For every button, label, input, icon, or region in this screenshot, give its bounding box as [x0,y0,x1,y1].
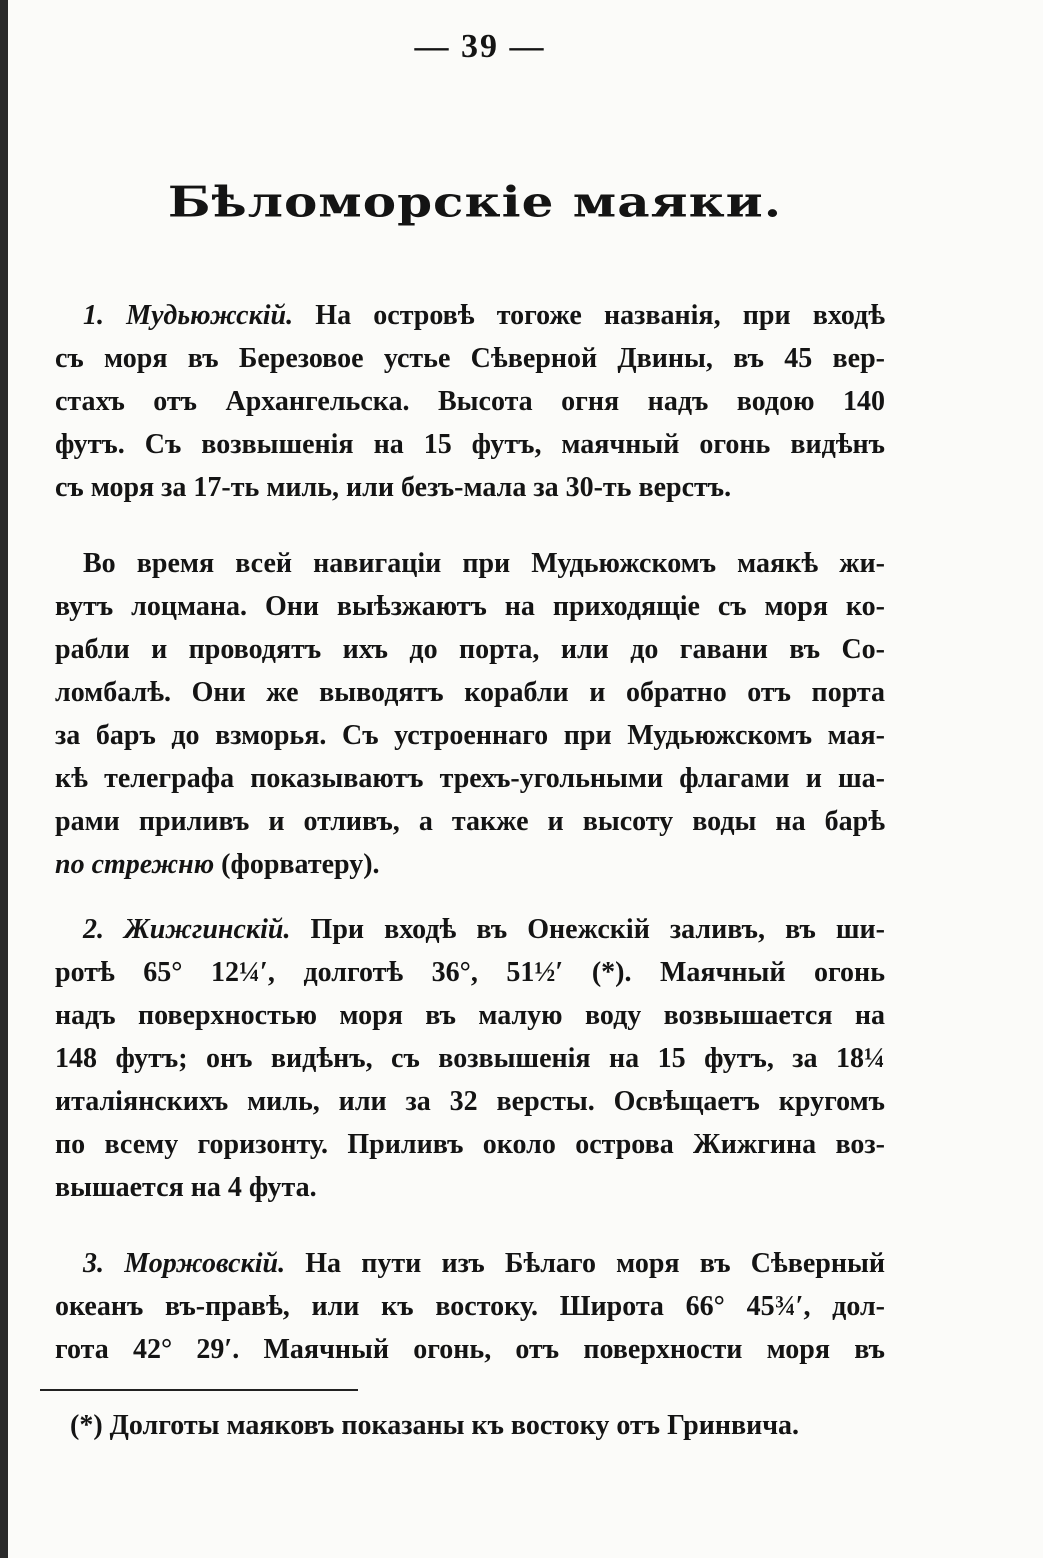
text-line [55,472,885,504]
text-segment: ломбалѣ. Они же выводятъ корабли и обратно отъ порта [55,677,885,708]
text-line [55,1000,885,1032]
text-line [55,1291,885,1323]
text-line [55,677,885,709]
text-line [55,957,885,989]
text-line [55,849,885,881]
text-line [83,548,885,580]
text-segment: стахъ отъ Архангельска. Высота огня надъ водою 140 [55,386,885,417]
text-line [55,429,885,461]
text-line [55,806,885,838]
italic-text: 3. Моржовскій. [83,1248,286,1279]
italic-text: 1. Мудьюжскій. [83,300,294,331]
text-segment: рабли и проводятъ ихъ до порта, или до гавани въ Со- [55,634,885,665]
text-line [55,1043,885,1075]
text-segment: 148 футъ; онъ видѣнъ, съ возвышенія на 15 футъ, за 18¼ [55,1043,885,1074]
text-line [55,591,885,623]
text-segment: океанъ въ-правѣ, или къ востоку. Широта 66° 45¾′, дол- [55,1291,885,1322]
text-line [55,763,885,795]
text-segment: съ моря въ Березовое устье Сѣверной Двины, въ 45 вер- [55,343,885,374]
text-segment: италіянскихъ миль, или за 32 версты. Освѣщаетъ кругомъ [55,1086,885,1117]
text-segment: (форватеру). [214,849,380,880]
page-title: Бѣломорскіе маяки. [167,176,783,227]
text-segment: надъ поверхностью моря въ малую воду возвышается на [55,1000,885,1031]
footnote: (*) Долготы маяковъ показаны къ востоку отъ Гринвича. [70,1410,800,1441]
text-line [83,1248,885,1280]
text-segment: вутъ лоцмана. Они выѣзжаютъ на приходящіе съ моря ко- [55,591,885,622]
text-line [55,1172,885,1204]
text-segment: вышается на 4 фута. [55,1172,317,1203]
footnote-rule [40,1389,358,1391]
text-segment: ротѣ 65° 12¼′, долготѣ 36°, 51½′ (*). Маячный огонь [55,957,885,988]
text-line [55,343,885,375]
text-segment: На островѣ тогоже названія, при входѣ [293,300,885,331]
text-segment: за баръ до взморья. Съ устроеннаго при Мудьюжскомъ мая- [55,720,885,751]
italic-text: по стрежню [55,849,215,880]
text-line [55,1129,885,1161]
text-segment: рами приливъ и отливъ, а также и высоту воды на барѣ [55,806,885,837]
text-line [55,386,885,418]
text-segment: по всему горизонту. Приливъ около острова Жижгина воз- [55,1129,885,1160]
text-line [55,634,885,666]
text-line [55,720,885,752]
text-segment: При входѣ въ Онежскій заливъ, въ ши- [290,914,886,945]
text-segment: съ моря за 17-ть миль, или безъ-мала за 30-ть верстъ. [55,472,732,503]
text-segment: гота 42° 29′. Маячный огонь, отъ поверхности моря въ [55,1334,885,1365]
text-segment: На пути изъ Бѣлаго моря въ Сѣверный [285,1248,885,1279]
text-line [83,300,885,332]
text-line [55,1334,885,1366]
text-segment: кѣ телеграфа показываютъ трехъ-угольными флагами и ша- [55,763,885,794]
scan-edge [0,0,8,1558]
text-line [55,1086,885,1118]
page-number: — 39 — [414,28,546,65]
text-segment: Во время всей навигаціи при Мудьюжскомъ маякѣ жи- [83,548,885,579]
text-segment: футъ. Съ возвышенія на 15 футъ, маячный огонь видѣнъ [55,429,885,460]
italic-text: 2. Жижгинскій. [83,914,291,945]
text-line [83,914,885,946]
